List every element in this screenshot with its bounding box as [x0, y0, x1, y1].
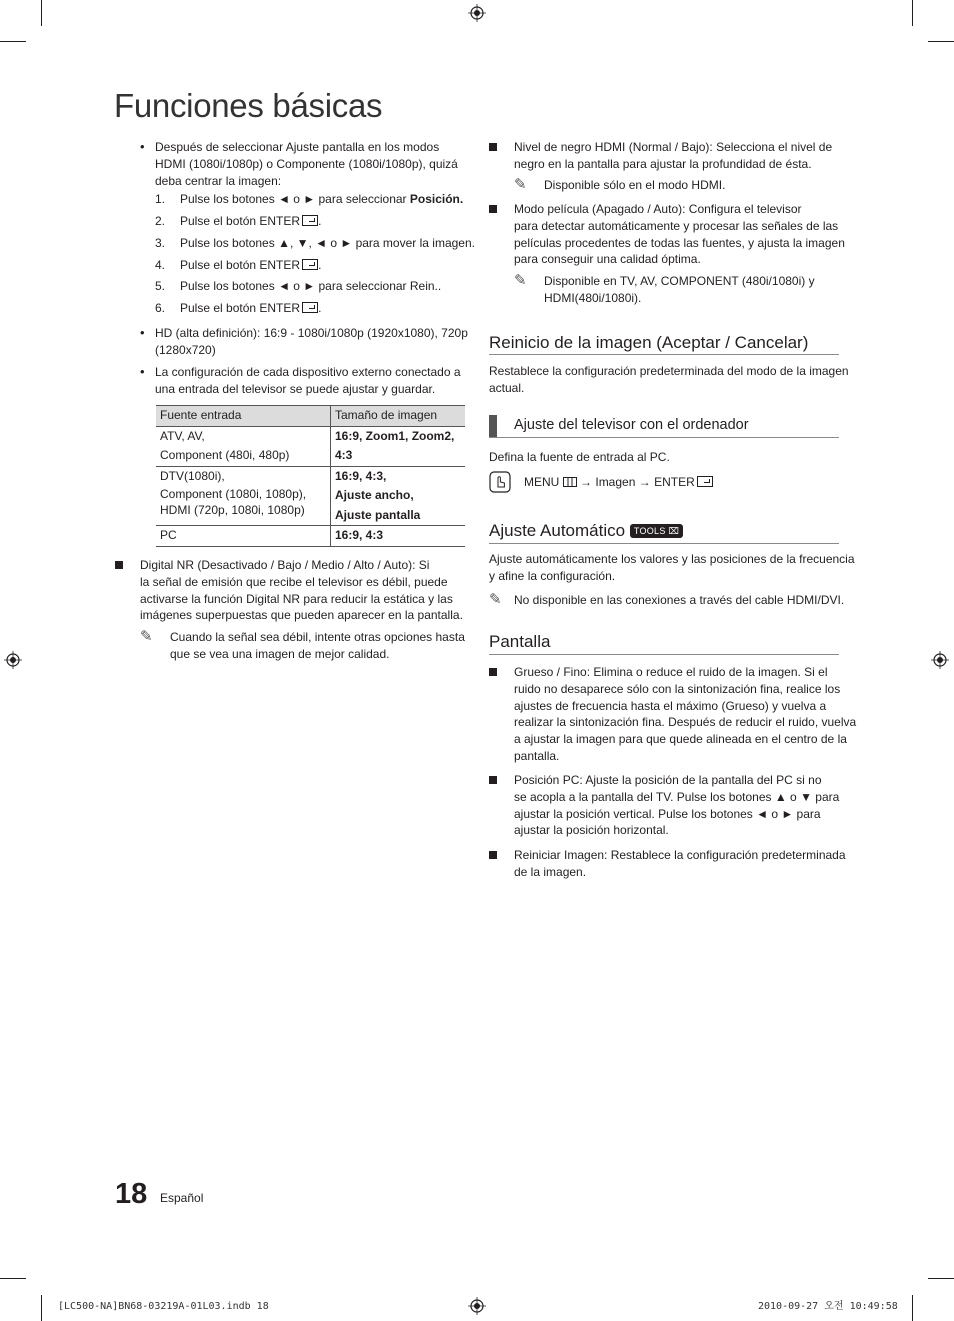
section-heading: Reinicio de la imagen (Aceptar / Cancelar) [489, 333, 809, 352]
table-cell: Component (480i, 480p) [160, 448, 290, 462]
table-row [156, 466, 465, 526]
table-header-row [156, 406, 465, 427]
table-row [156, 426, 465, 466]
pencil-note-icon: ✎ [514, 176, 527, 193]
table-cell: 16:9, 4:3 [335, 528, 384, 542]
print-footer-right: 2010-09-27 오전 10:49:58 [758, 1301, 898, 1312]
paragraph: Ajuste automáticamente los valores y las posiciones de la frecuencia y afine la configuración. [489, 552, 855, 583]
crop-mark [41, 1295, 42, 1321]
table-cell: HDMI (720p, 1080i, 1080p) [160, 503, 305, 517]
bullet-dot-icon: • [140, 364, 145, 379]
registration-mark-icon [468, 4, 486, 22]
heading-rule [489, 543, 839, 544]
crop-mark [0, 41, 26, 42]
hand-press-icon [489, 471, 511, 493]
registration-mark-icon [931, 651, 949, 669]
subsection-heading: Ajuste del televisor con el ordenador [514, 417, 749, 433]
page-language: Español [160, 1191, 204, 1205]
heading-rule [489, 437, 839, 438]
table-header: Fuente entrada [156, 406, 331, 427]
table-header: Tamaño de imagen [335, 408, 438, 422]
table-cell: DTV(1080i), [160, 468, 225, 483]
registration-mark-icon [4, 651, 22, 669]
bullet-dot-icon: • [140, 325, 145, 340]
table-cell: 16:9, Zoom1, Zoom2, [335, 428, 455, 443]
enter-icon [302, 259, 318, 270]
page-title: Funciones básicas [114, 87, 383, 124]
menu-path: MENU → Imagen → ENTER [489, 471, 839, 495]
square-bullet-icon [489, 776, 497, 784]
table-row [156, 526, 465, 547]
table-cell: Component (1080i, 1080p), [160, 487, 307, 501]
source-size-table [156, 405, 465, 547]
square-bullet-icon [489, 143, 497, 151]
pencil-note-icon: ✎ [489, 591, 502, 608]
section-heading: Pantalla [489, 632, 551, 651]
section-heading: Ajuste Automático TOOLS ⌧ [489, 520, 683, 542]
enter-icon [302, 215, 318, 226]
paragraph: Restablece la configuración predeterminada del modo de la imagen actual. [489, 364, 849, 395]
subsection-marker [489, 415, 497, 437]
enter-icon [697, 476, 713, 487]
bullet-dot-icon: • [140, 139, 145, 154]
table-cell: 4:3 [335, 448, 353, 462]
crop-mark [928, 41, 954, 42]
square-bullet-icon [115, 561, 123, 569]
pencil-note-icon: ✎ [514, 272, 527, 289]
crop-mark [0, 1278, 26, 1279]
pencil-note-icon: ✎ [140, 628, 153, 645]
table-cell: Ajuste ancho, [335, 488, 414, 502]
square-bullet-icon [489, 668, 497, 676]
menu-icon [563, 477, 577, 487]
tools-badge-icon: TOOLS ⌧ [630, 524, 683, 538]
crop-mark [912, 0, 913, 26]
enter-icon [302, 302, 318, 313]
print-footer-left: [LC500-NA]BN68-03219A-01L03.indb 18 [58, 1301, 269, 1312]
page-number: 18 [115, 1178, 148, 1210]
table-cell: ATV, AV, [160, 428, 205, 443]
square-bullet-icon [489, 851, 497, 859]
table-cell: 16:9, 4:3, [335, 468, 387, 483]
table-cell: PC [156, 526, 331, 547]
heading-rule [489, 354, 839, 355]
square-bullet-icon [489, 205, 497, 213]
crop-mark [912, 1295, 913, 1321]
paragraph: Defina la fuente de entrada al PC. [489, 450, 670, 464]
crop-mark [928, 1278, 954, 1279]
heading-rule [489, 654, 839, 655]
table-cell: Ajuste pantalla [335, 507, 421, 522]
registration-mark-icon [468, 1297, 486, 1315]
crop-mark [41, 0, 42, 26]
